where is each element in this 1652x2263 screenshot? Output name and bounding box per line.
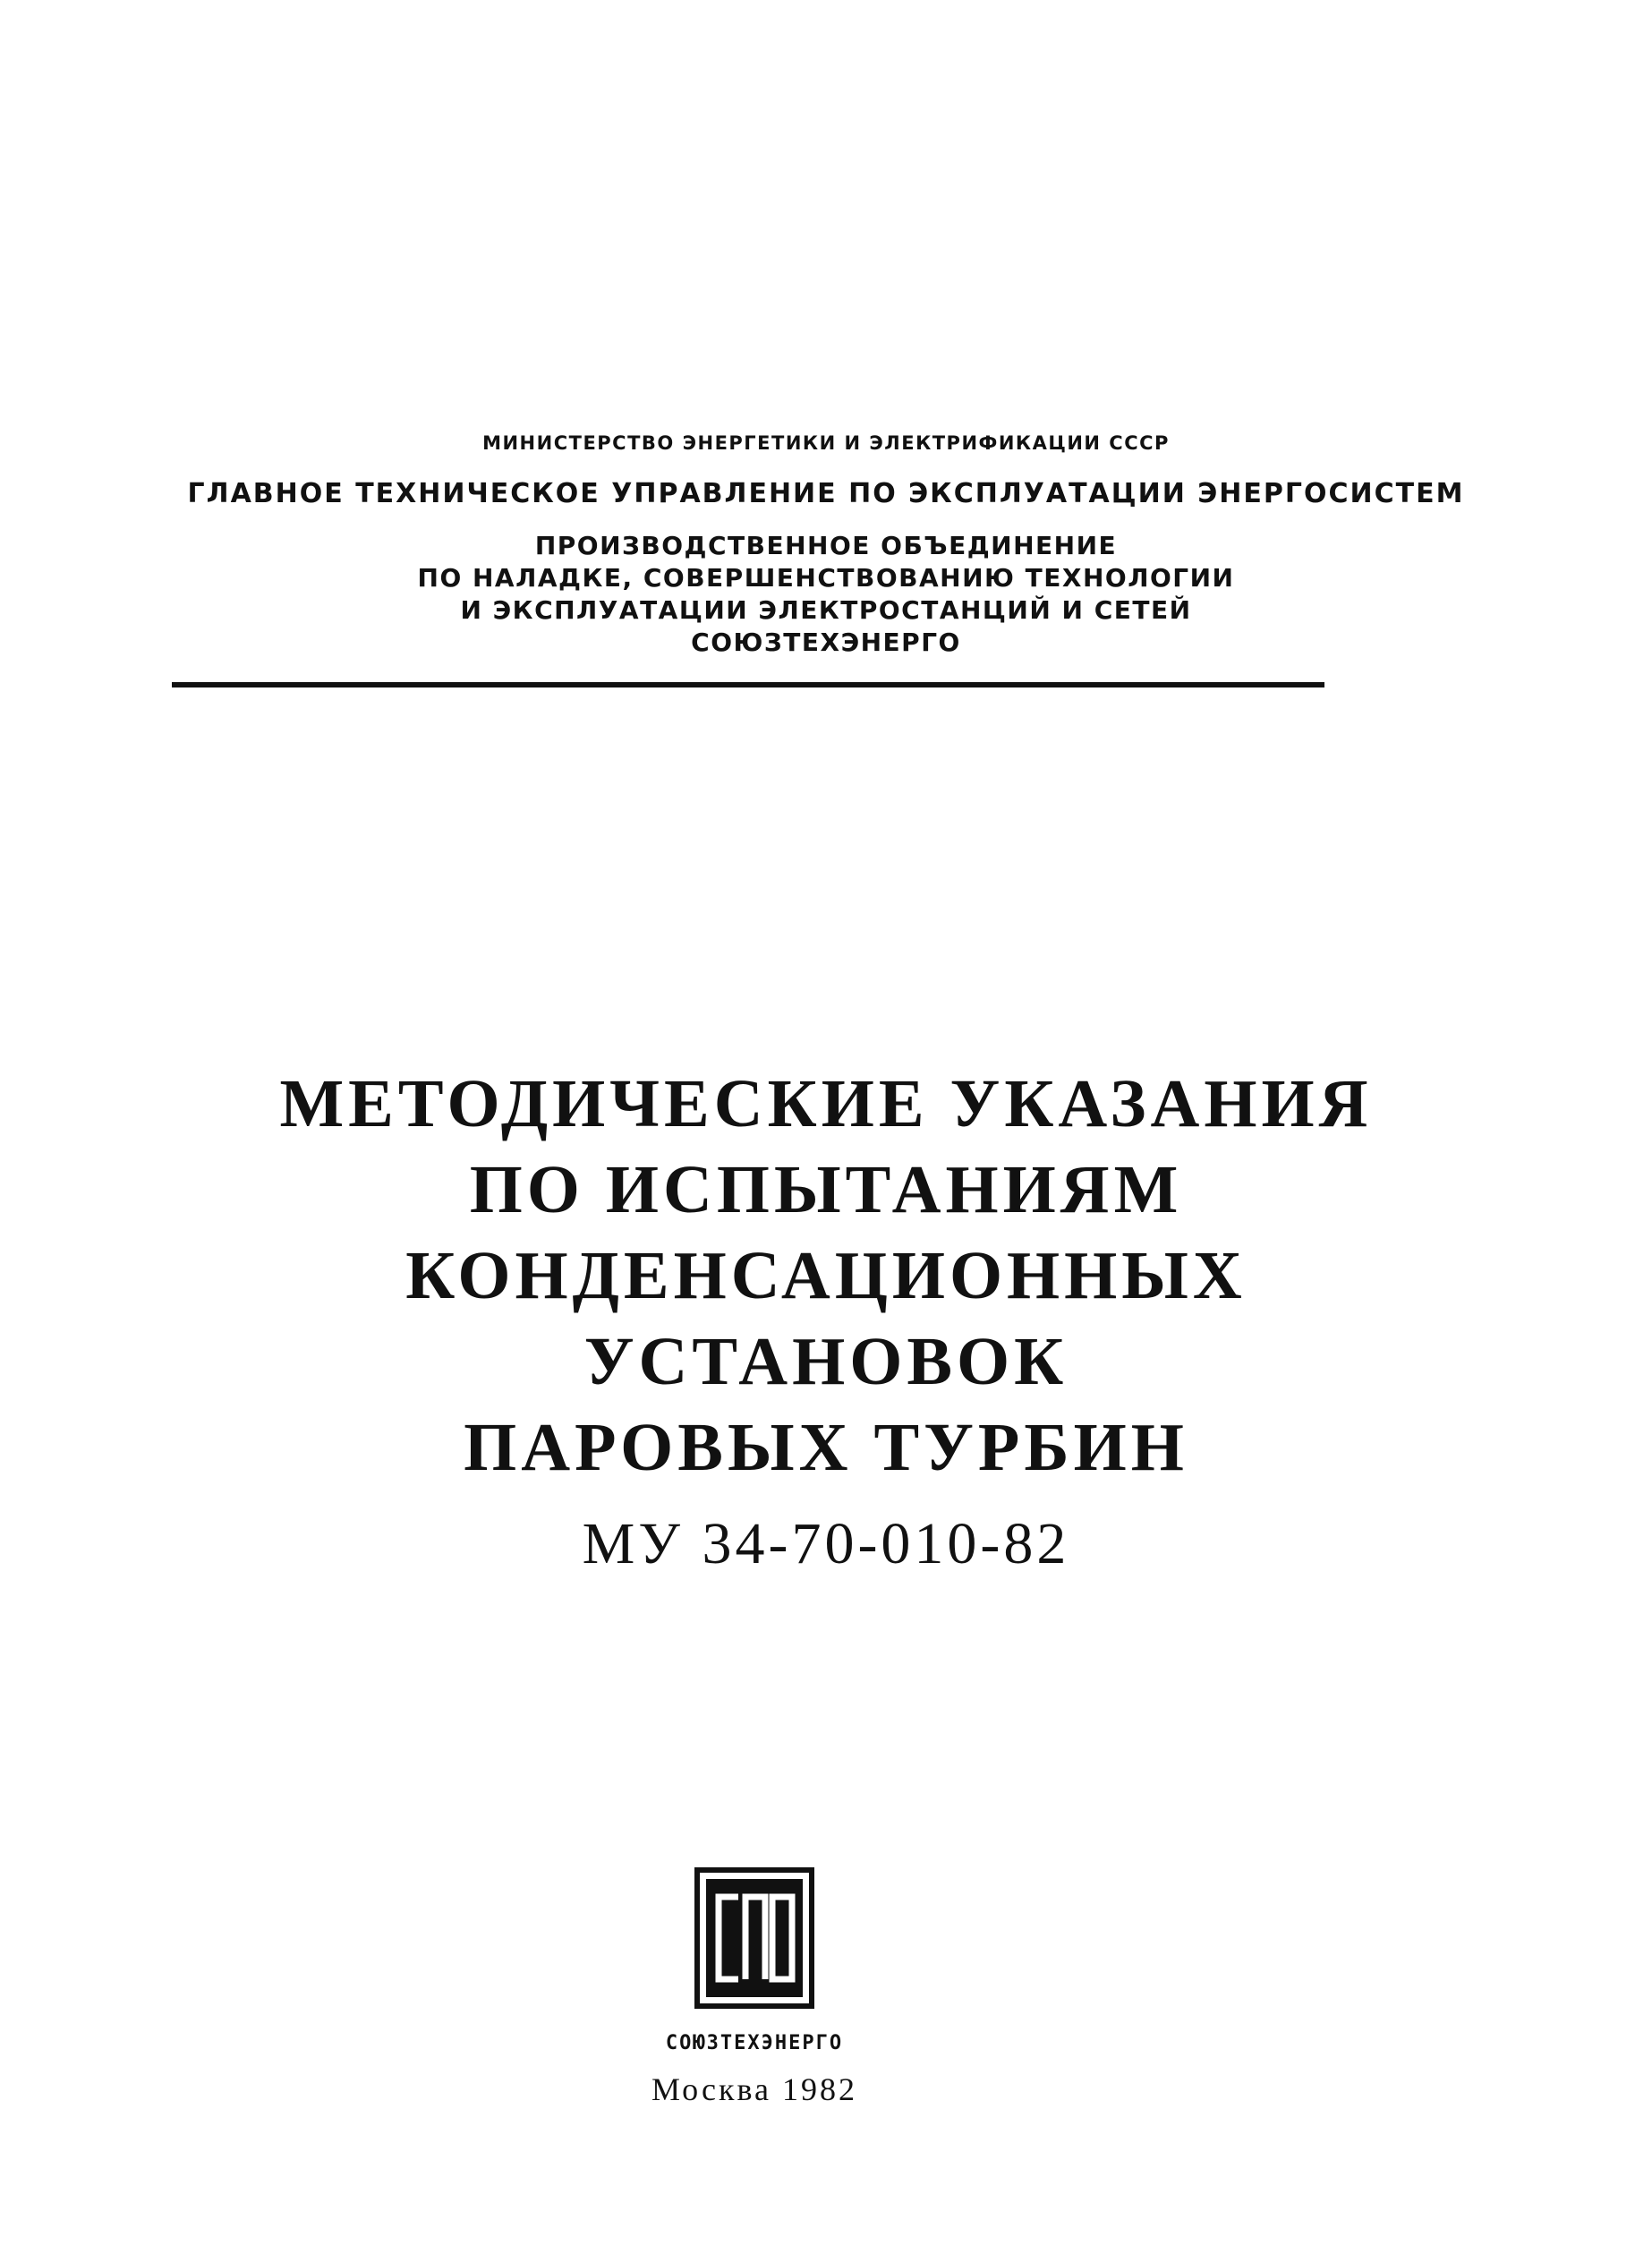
association-line: СОЮЗТЕХЭНЕРГО [691,628,961,657]
issuing-organizations [0,430,1652,659]
document-title [0,1061,1652,1490]
ministry-name: МИНИСТЕРСТВО ЭНЕРГЕТИКИ И ЭЛЕКТРИФИКАЦИИ СССР [482,432,1170,454]
header-divider [172,682,1324,687]
title-line: УСТАНОВОК [583,1324,1069,1399]
association-line: ПО НАЛАДКЕ, СОВЕРШЕНСТВОВАНИЮ ТЕХНОЛОГИИ [417,563,1235,593]
association-block [0,530,1652,659]
association-line: ПРОИЗВОДСТВЕННОЕ ОБЪЕДИНЕНИЕ [534,531,1118,560]
publisher-name: СОЮЗТЕХЭНЕРГО [665,2032,844,2054]
document-designation: МУ 34-70-010-82 [582,1511,1070,1576]
title-line: ПАРОВЫХ ТУРБИН [464,1410,1188,1485]
association-line: И ЭКСПЛУАТАЦИИ ЭЛЕКТРОСТАНЦИЙ И СЕТЕЙ [460,595,1192,625]
directorate-name: ГЛАВНОЕ ТЕХНИЧЕСКОЕ УПРАВЛЕНИЕ ПО ЭКСПЛУАТАЦИИ ЭНЕРГОСИСТЕМ [187,478,1465,509]
spo-publisher-logo-icon [694,1866,815,2010]
title-line: КОНДЕНСАЦИОННЫХ [405,1238,1247,1313]
title-line: МЕТОДИЧЕСКИЕ УКАЗАНИЯ [279,1066,1373,1141]
publication-place-year: Москва 1982 [651,2071,857,2107]
title-line: ПО ИСПЫТАНИЯМ [469,1152,1183,1227]
